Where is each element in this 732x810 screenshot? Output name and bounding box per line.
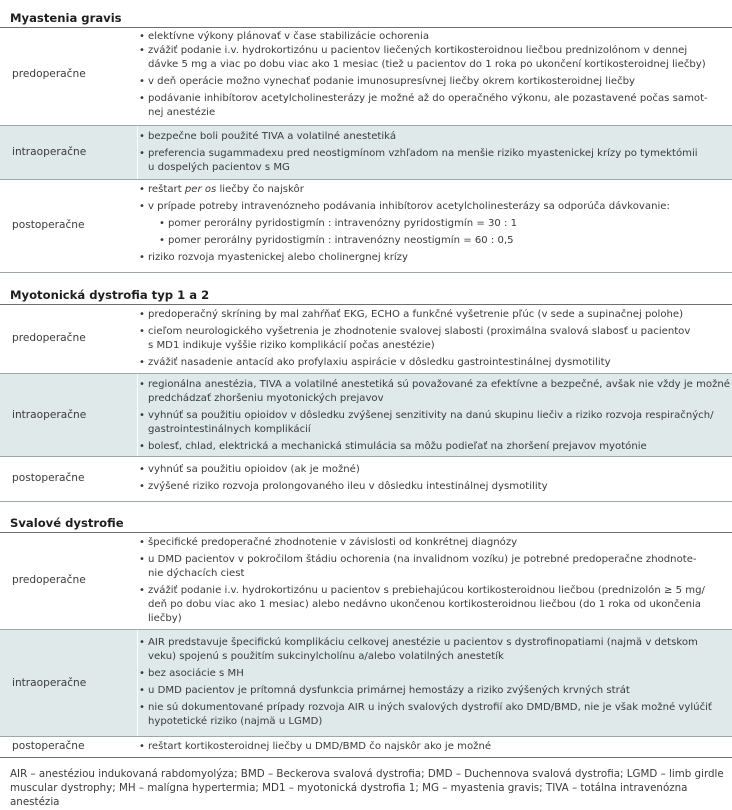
row-line: • podávanie inhibítorov acetylcholinesterázy je možné až do operačného výkonu, ale pozastavené počas samot- <box>139 93 708 104</box>
row-line: • u DMD pacientov je prítomná dysfunkcia primárnej hemostázy a riziko zvýšených krvných strát <box>139 685 630 696</box>
row-line: • u DMD pacientov v pokročilom štádiu ochorenia (na invalidnom vozíku) je potrebné predoperačne zhodnote- <box>139 554 697 565</box>
row-category: intraoperačne <box>12 146 87 158</box>
row-predoperacne <box>0 28 732 125</box>
row-category: intraoperačne <box>12 409 87 421</box>
row-line: • predoperačný skríning by mal zahŕňať EKG, ECHO a funkčné vyšetrenie pľúc (v sede a supinačnej polohe) <box>139 309 684 320</box>
row-category: postoperačne <box>12 740 85 752</box>
row-category: predoperačne <box>12 68 86 80</box>
row-line: predchádzať zhoršeniu myotonických prejavov <box>148 393 384 404</box>
row-line: liečby) <box>148 613 182 624</box>
row-line: • bezpečne boli použité TIVA a volatilné anestetiká <box>139 131 397 142</box>
row-line: hypotetické riziko (najmä u LGMD) <box>148 716 323 727</box>
row-line: • riziko rozvoja myastenickej alebo cholinergnej krízy <box>139 252 408 263</box>
row-rule <box>0 272 732 273</box>
abbreviations-footnote <box>10 767 725 810</box>
row-postoperacne <box>0 737 732 757</box>
row-line: • reštart per os liečby čo najskôr <box>139 184 304 195</box>
row-line: • vyhnúť sa použitiu opioidov (ak je možné) <box>139 464 360 475</box>
table-bottom-rule <box>0 757 732 758</box>
section-title-myotonicka: Myotonická dystrofia typ 1 a 2 <box>10 288 210 302</box>
row-line: • reštart kortikosteroidnej liečby u DMD/BMD čo najskôr ako je možné <box>139 741 492 752</box>
row-intraoperacne <box>0 630 732 736</box>
row-line: • zvážiť nasadenie antacíd ako profylaxiu aspirácie v dôsledku gastrointestinálnej dysmotility <box>139 357 611 368</box>
row-line: • AIR predstavuje špecifickú komplikáciu celkovej anestézie u pacientov s dystrofinopatiami (najmä v detskom <box>139 637 698 648</box>
footnote-line-2: muscular dystrophy; MH – malígna hypertermia; MD1 – myotonická dystrofia 1; MG – myastenia gravis; TIVA – totálna intravenózna anestézia <box>10 782 688 809</box>
row-line: • zvážiť podanie i.v. hydrokortizónu u pacientov liečených kortikosteroidnou liečbou prednizolónom v dennej <box>139 45 688 56</box>
row-postoperacne <box>0 457 732 501</box>
row-line: • cieľom neurologického vyšetrenia je zhodnotenie svalovej slabosti (proximálna svalová slabosť u pacientov <box>139 326 691 337</box>
row-category: postoperačne <box>12 472 85 484</box>
row-subline: • pomer perorálny pyridostigmín : intravenózny neostigmín = 60 : 0,5 <box>159 235 514 246</box>
row-line: • elektívne výkony plánovať v čase stabilizácie ochorenia <box>139 31 429 42</box>
row-postoperacne <box>0 180 732 272</box>
row-line: • zvážiť podanie i.v. hydrokortizónu u pacientov s prebiehajúcou kortikosteroidnou liečbou (prednizolón ≥ 5 mg/ <box>139 585 705 596</box>
row-line: deň po dobu viac ako 1 mesiac) alebo nedávno ukončenou kortikosteroidnou liečbou (do 1 roka od ukončenia <box>148 599 701 610</box>
row-category: predoperačne <box>12 574 86 586</box>
row-line: veku) spojenú s použitím sukcinylcholínu a/alebo volatilných anestetík <box>148 651 504 662</box>
row-line: • regionálna anestézia, TIVA a volatilné anestetiká sú považované za efektívne a bezpečné, avšak nie vždy je možné <box>139 379 730 390</box>
row-line: nie dýchacích ciest <box>148 568 245 579</box>
row-line: • zvýšené riziko rozvoja prolongovaného ileu v dôsledku intestinálnej dysmotility <box>139 481 548 492</box>
row-line: • nie sú dokumentované prípady rozvoja AIR u iných svalových dystrofií ako DMD/BMD, nie je však možné vylúčiť <box>139 702 712 713</box>
row-intraoperacne <box>0 374 732 456</box>
row-line: s MD1 indikuje vyššie riziko komplikácií počas anestézie) <box>148 340 435 351</box>
row-category: predoperačne <box>12 332 86 344</box>
section-title-svalove: Svalové dystrofie <box>10 516 124 530</box>
row-line: nej anestézie <box>148 107 216 118</box>
row-line: • bolesť, chlad, elektrická a mechanická stimulácia sa môžu podieľať na zhoršení prejavov myotónie <box>139 441 647 452</box>
row-intraoperacne <box>0 126 732 179</box>
row-line: • vyhnúť sa použitiu opioidov v dôsledku zvýšenej senzitivity na danú skupinu liečiv a riziko rozvoja respiračných/ <box>139 410 714 421</box>
row-subline: • pomer perorálny pyridostigmín : intravenózny pyridostigmín = 30 : 1 <box>159 218 518 229</box>
row-line: • preferencia sugammadexu pred neostigmínom vzhľadom na menšie riziko myastenickej krízy po tymektómii <box>139 148 698 159</box>
row-line: gastrointestinálnych komplikácií <box>148 424 311 435</box>
row-line: • v deň operácie možno vynechať podanie imunosupresívnej liečby okrem kortikosteroidnej liečby <box>139 76 636 87</box>
row-rule <box>0 501 732 502</box>
footnote-line-1: AIR – anestéziou indukovaná rabdomyolýza; BMD – Beckerova svalová dystrofia; DMD – Duchennova svalová dystrofia; LGMD – limb girdle <box>10 768 724 780</box>
row-category: intraoperačne <box>12 677 87 689</box>
section-title-myastenia: Myastenia gravis <box>10 11 122 25</box>
row-line: • v prípade potreby intravenózneho podávania inhibítorov acetylcholinesterázy sa odporúča dávkovanie: <box>139 201 670 212</box>
row-line: • špecifické predoperačné zhodnotenie v závislosti od konkrétnej diagnózy <box>139 537 518 548</box>
row-predoperacne <box>0 305 732 373</box>
row-line: dávke 5 mg a viac po dobu viac ako 1 mesiac (tiež u pacientov do 1 roka po ukončení kortikosteroidnej liečby) <box>148 59 706 70</box>
row-predoperacne <box>0 533 732 629</box>
row-line: u dospelých pacientov s MG <box>148 162 290 173</box>
row-category: postoperačne <box>12 219 85 231</box>
row-line: • bez asociácie s MH <box>139 668 244 679</box>
